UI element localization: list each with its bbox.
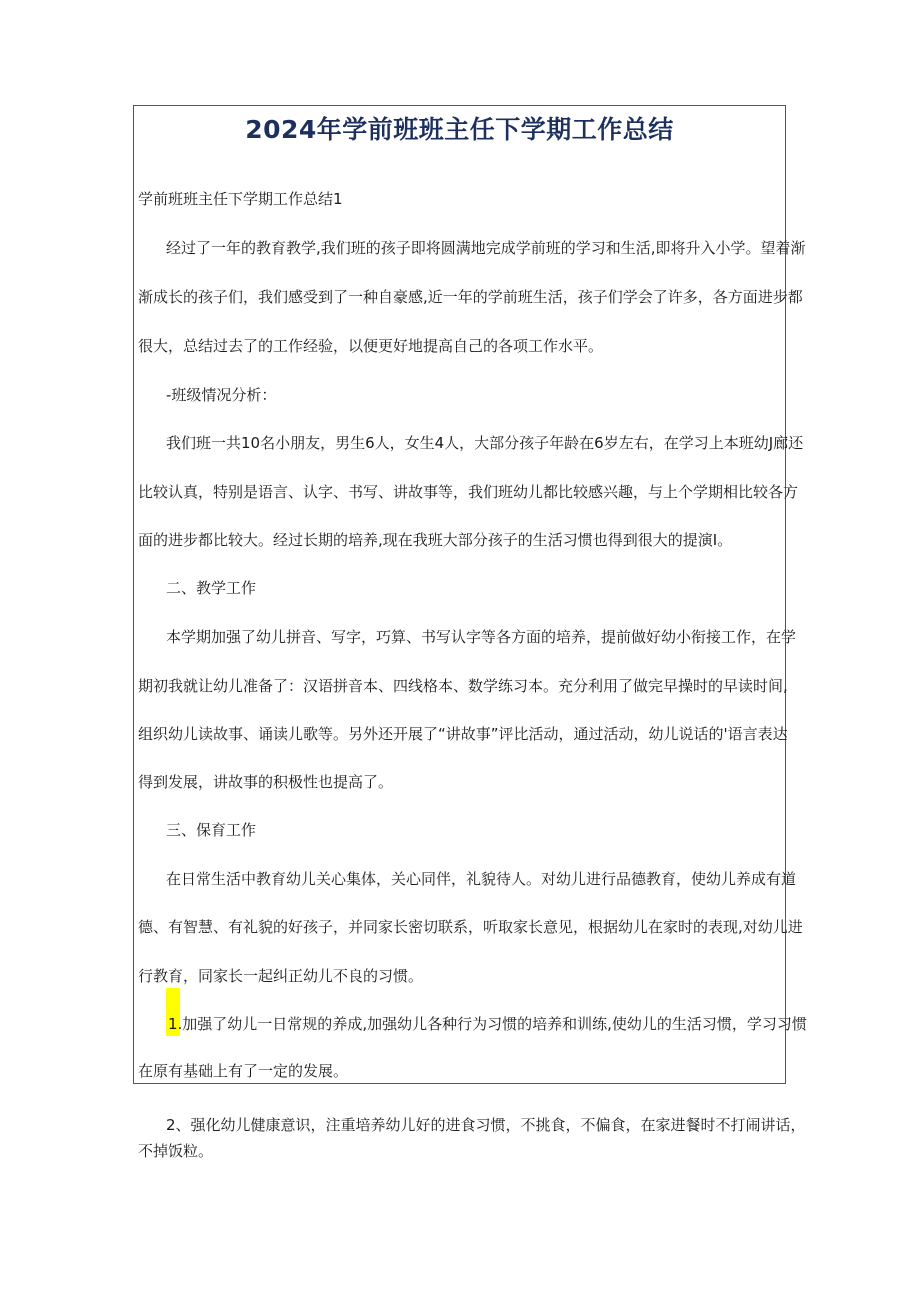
- para3-line-1: 本学期加强了幼儿拼音、写字，巧算、书写认字等各方面的培养，提前做好幼小衔接工作，在学: [166, 628, 797, 646]
- para3-line-2: 期初我就让幼儿准备了：汉语拼音本、四线格本、数学练习本。充分利用了做完早操时的早读时间,: [138, 677, 788, 695]
- item1-line-1: 1.加强了幼儿一日常规的养成,加强幼儿各种行为习惯的培养和训练,使幼儿的生活习惯，学习习惯: [168, 1015, 807, 1033]
- para3-line-4: 得到发展，讲故事的积极性也提高了。: [138, 773, 394, 791]
- para2-line-2: 比较认真，特别是语言、认字、书写、讲故事等，我们班幼儿都比较感兴趣，与上个学期相比较各方: [138, 483, 799, 501]
- document-subtitle: 学前班班主任下学期工作总结1: [138, 190, 343, 208]
- document-title: 2024年学前班班主任下学期工作总结: [245, 115, 674, 144]
- para2-line-3: 面的进步都比较大。经过长期的培养,现在我班大部分孩子的生活习惯也得到很大的提演I。: [138, 531, 733, 549]
- item1-line-2: 在原有基础上有了一定的发展。: [138, 1062, 349, 1080]
- para4-line-1: 在日常生活中教育幼儿关心集体，关心同伴，礼貌待人。对幼儿进行品德教育，使幼儿养成有道: [166, 870, 797, 888]
- section3-heading: 三、保育工作: [166, 821, 257, 839]
- para1-line-3: 很大，总结过去了的工作经验，以便更好地提高自己的各项工作水平。: [138, 337, 604, 355]
- item2-line-1: 2、强化幼儿健康意识，注重培养幼儿好的进食习惯，不挑食，不偏食，在家进餐时不打闹讲话，: [166, 1116, 806, 1134]
- para2-line-1: 我们班一共10名小朋友，男生6人，女生4人，大部分孩子年龄在6岁左右，在学习上本班幼J廊还: [166, 434, 804, 452]
- section2-heading: 二、教学工作: [166, 579, 257, 597]
- section1-heading: -班级情况分析：: [166, 386, 277, 404]
- para1-line-1: 经过了一年的教育教学,我们班的孩子即将圆满地完成学前班的学习和生活,即将升入小学。望着渐: [166, 239, 806, 257]
- para4-line-2: 德、有智慧、有礼貌的好孩子，并同家长密切联系，听取家长意见，根据幼儿在家时的表现,对幼儿进: [138, 918, 803, 936]
- para1-line-2: 渐成长的孩子们，我们感受到了一种自豪感,近一年的学前班生活，孩子们学会了许多，各方面进步都: [138, 288, 803, 306]
- para4-line-3: 行教育，同家长一起纠正幼儿不良的习惯。: [138, 967, 424, 985]
- para3-line-3: 组织幼儿读故事、诵读儿歌等。另外还开展了“讲故事”评比活动，通过活动，幼儿说话的'语言表达: [138, 725, 788, 743]
- item2-line-2: 不掉饭粒。: [138, 1142, 214, 1160]
